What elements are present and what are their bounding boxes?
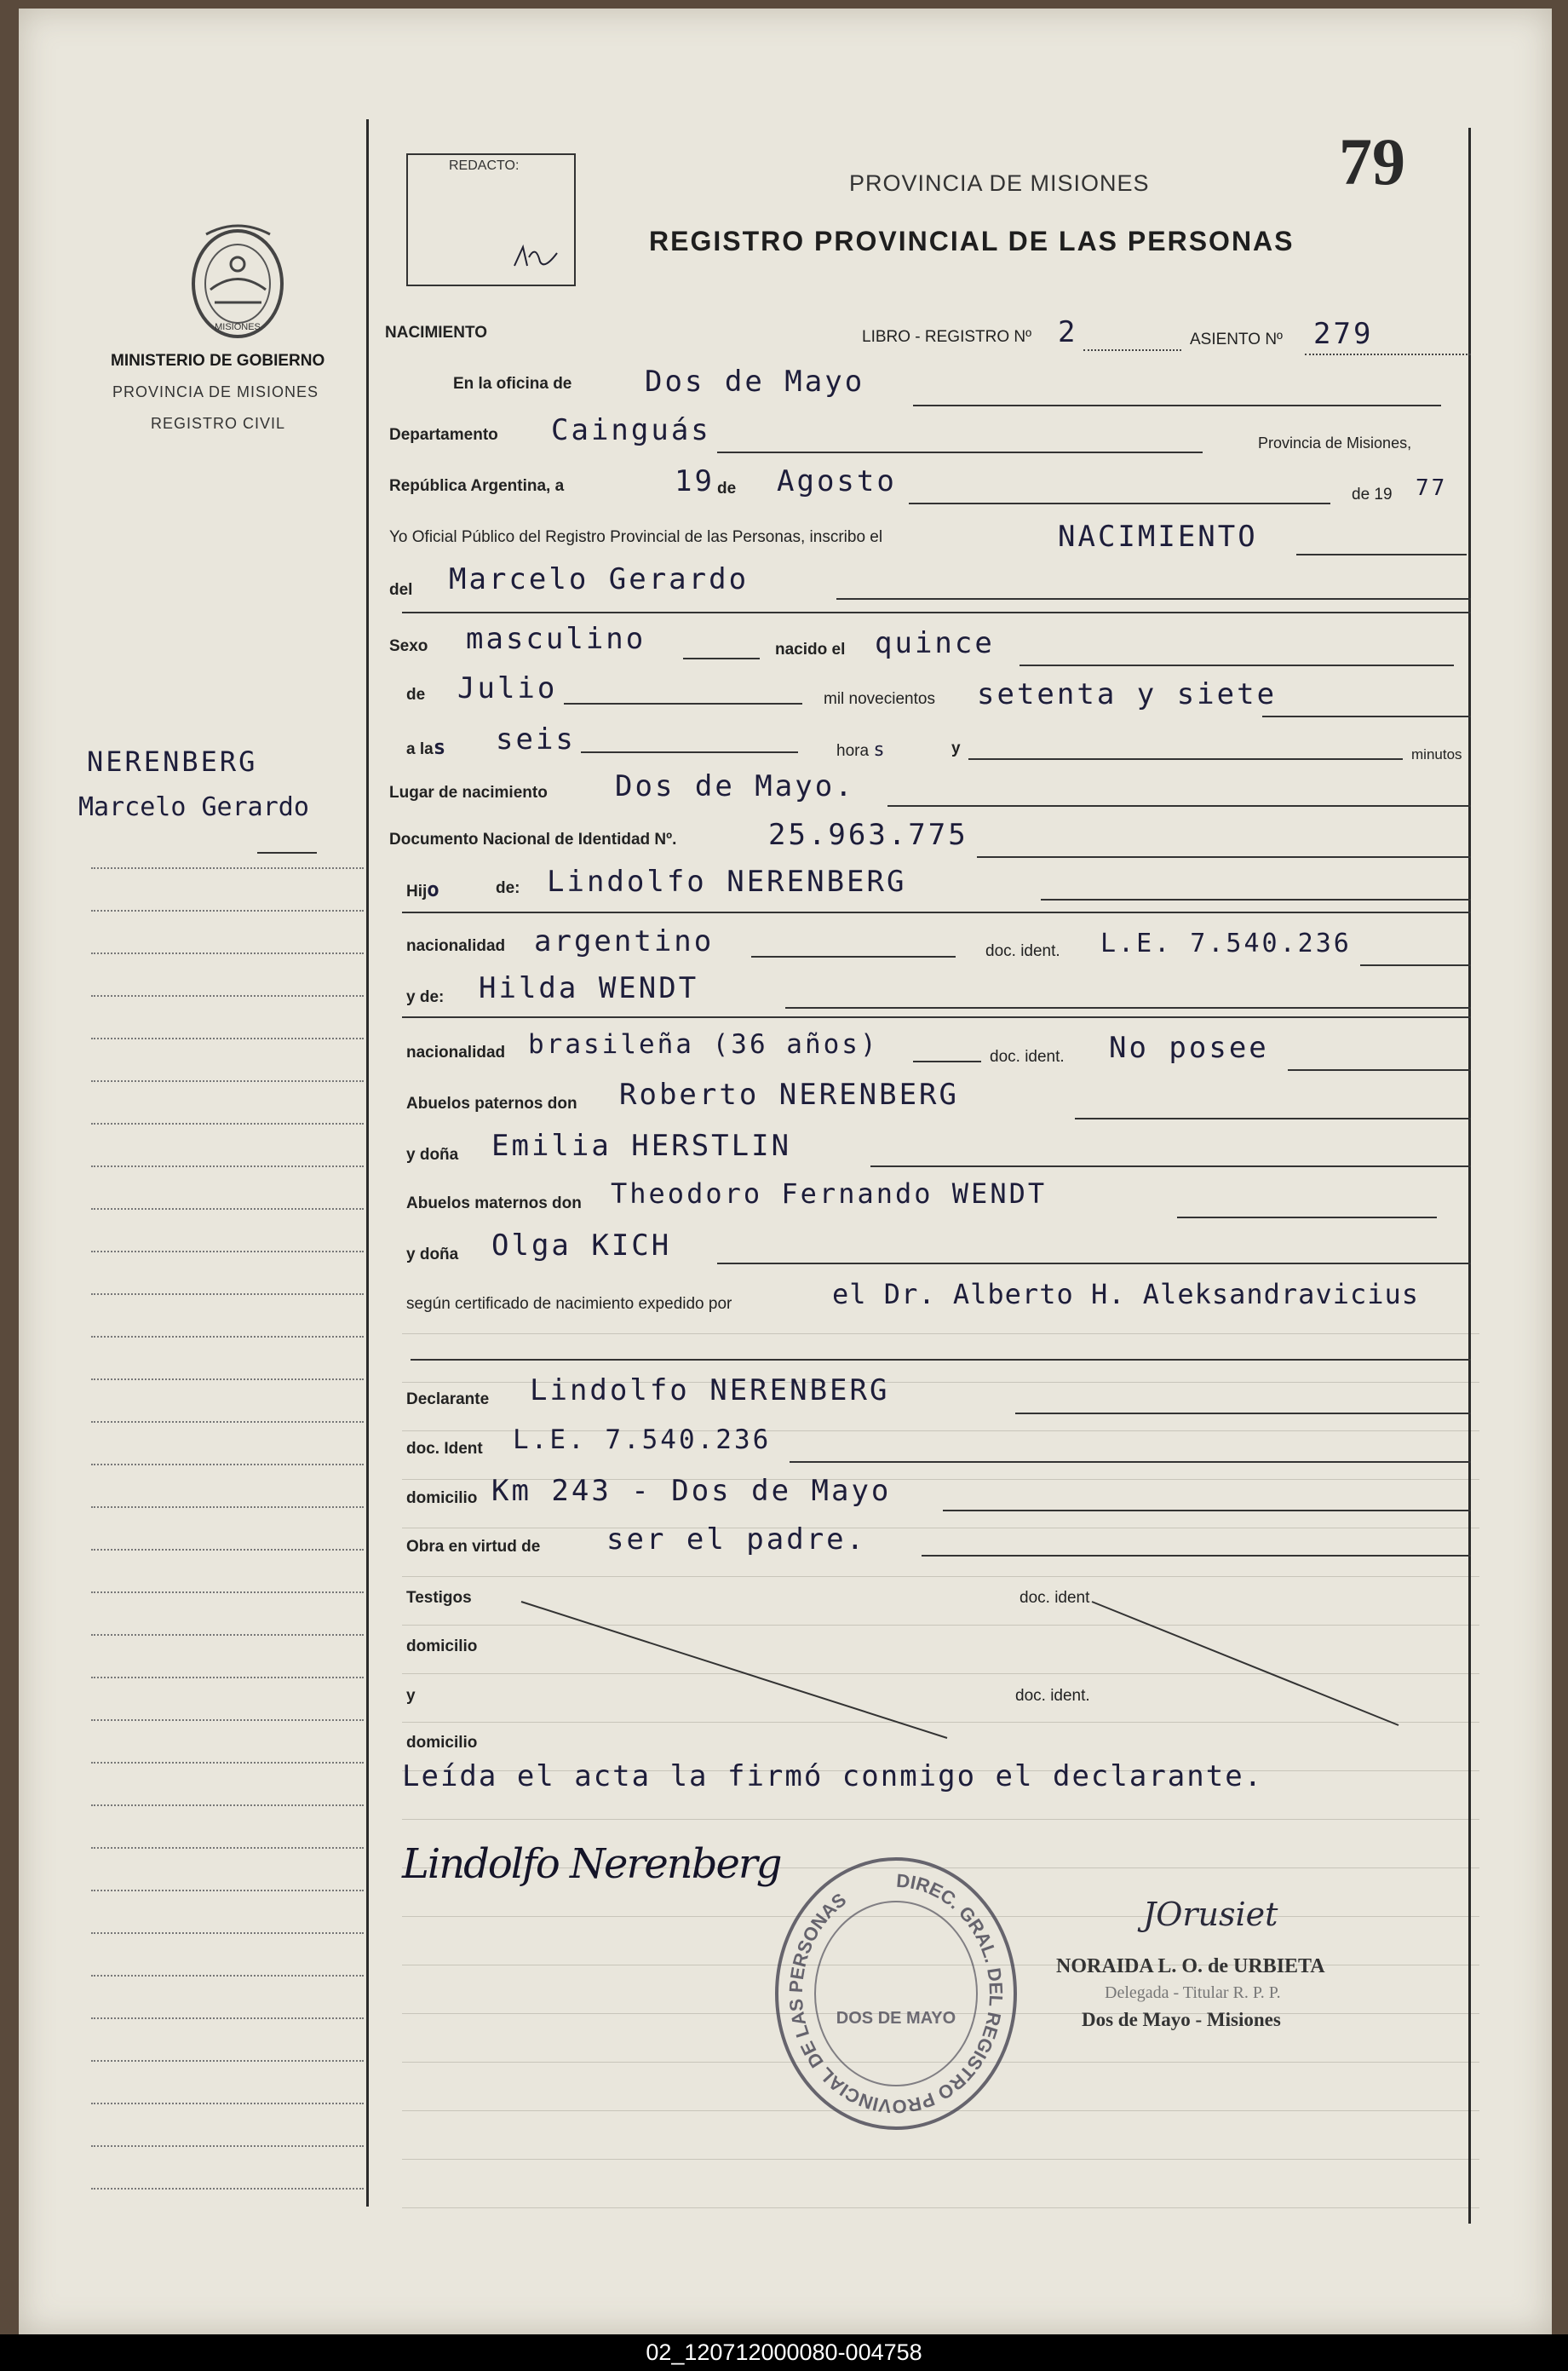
del-label: del xyxy=(389,581,413,599)
padre-line-2 xyxy=(402,912,1471,913)
dni-value: 25.963.775 xyxy=(768,818,968,852)
testigos-label: Testigos xyxy=(406,1589,472,1607)
domicilio-label: domicilio xyxy=(406,1489,478,1507)
doc-ident2-label: doc. ident. xyxy=(990,1048,1065,1066)
libro-line xyxy=(1083,349,1181,351)
yde-label: y de: xyxy=(406,988,445,1006)
act-type-label: NACIMIENTO xyxy=(385,324,487,342)
official-signature: JOrusiet xyxy=(1143,1896,1278,1933)
margin-dotted-line xyxy=(91,1677,364,1678)
doc-declarante-line xyxy=(790,1461,1471,1463)
doc-ident5-label: doc. ident. xyxy=(1015,1687,1090,1705)
asiento-label: ASIENTO Nº xyxy=(1190,331,1283,348)
ministry-label: MINISTERIO DE GOBIERNO xyxy=(111,352,325,370)
margin-dotted-line xyxy=(91,2103,364,2104)
obra-value: ser el padre. xyxy=(606,1522,867,1557)
ruled-line xyxy=(402,2207,1479,2208)
page-number: 79 xyxy=(1339,124,1405,199)
minutos-line xyxy=(968,758,1403,760)
abuelos-mat-label: Abuelos maternos don xyxy=(406,1194,582,1212)
minutos-label: minutos xyxy=(1411,746,1462,763)
margin-dotted-line xyxy=(91,1591,364,1593)
hora-text: hora xyxy=(836,742,870,760)
madre-value: Hilda WENDT xyxy=(479,971,699,1005)
document-page xyxy=(19,9,1552,2334)
doc-ident-label: doc. ident. xyxy=(985,942,1060,960)
alas-label xyxy=(406,735,448,759)
margin-dotted-line xyxy=(91,1847,364,1849)
margin-surname: NERENBERG xyxy=(87,745,258,778)
hora-label xyxy=(836,739,887,761)
testigos-cross-lines xyxy=(504,1593,1416,1747)
doc-madre-line xyxy=(1288,1069,1471,1071)
libro-value: 2 xyxy=(1058,315,1078,349)
abuelo-mat-value: Theodoro Fernando WENDT xyxy=(611,1177,1048,1210)
ydona2-label: y doña xyxy=(406,1246,459,1263)
departamento-value: Cainguás xyxy=(551,413,711,447)
asiento-line xyxy=(1305,354,1471,355)
dia-value: 19 xyxy=(675,464,715,498)
acta-line xyxy=(1296,554,1467,555)
domicilio-value: Km 243 - Dos de Mayo xyxy=(491,1474,892,1508)
certificado-value: el Dr. Alberto H. Aleksandravicius xyxy=(832,1278,1420,1310)
seal-ring-text: DIREC. GRAL. DEL REGISTRO PROVINCIAL DE LAS PERSONAS xyxy=(784,1869,1008,2118)
official-location: Dos de Mayo - Misiones xyxy=(1082,2009,1281,2030)
departamento-line xyxy=(717,452,1203,453)
nacido-dia-value: quince xyxy=(875,626,995,660)
nacido-label: nacido el xyxy=(775,641,846,659)
margin-underline xyxy=(257,852,317,854)
margin-dotted-line xyxy=(91,1506,364,1508)
abuela-mat-value: Olga KICH xyxy=(491,1229,672,1263)
margin-dotted-line xyxy=(91,1719,364,1721)
margin-dotted-line xyxy=(91,952,364,954)
anio-prefix: de 19 xyxy=(1352,486,1393,504)
republica-label: República Argentina, a xyxy=(389,477,565,495)
madre-line-2 xyxy=(402,1016,1471,1018)
margin-dotted-line xyxy=(91,1251,364,1252)
abuela-mat-line xyxy=(717,1263,1471,1264)
doc-ident4-label: doc. ident xyxy=(1019,1589,1090,1607)
ruled-line xyxy=(402,1333,1479,1334)
hora-s: s xyxy=(873,739,887,761)
lugar-line xyxy=(887,805,1471,807)
registry-seal xyxy=(768,1853,1024,2134)
margin-dotted-line xyxy=(91,1975,364,1977)
domicilio-line xyxy=(943,1510,1471,1511)
margin-dotted-line xyxy=(91,1038,364,1039)
sexo-label: Sexo xyxy=(389,637,428,655)
acta-value: NACIMIENTO xyxy=(1058,520,1258,554)
lugar-label: Lugar de nacimiento xyxy=(389,784,548,802)
margin-dotted-line xyxy=(91,1549,364,1551)
nacido-line xyxy=(1019,665,1454,666)
redacto-label: REDACTO: xyxy=(449,158,520,173)
doc-padre-line xyxy=(1360,964,1471,966)
margin-dotted-line xyxy=(91,2060,364,2062)
civil-registry-label: REGISTRO CIVIL xyxy=(151,415,286,432)
sexo-line xyxy=(683,658,760,659)
hora-line xyxy=(581,751,798,753)
doc-ident3-label: doc. Ident xyxy=(406,1440,483,1458)
right-border-line xyxy=(1468,128,1471,2224)
margin-dotted-line xyxy=(91,1378,364,1380)
alas-s: s xyxy=(433,735,449,759)
redacto-box xyxy=(406,153,576,286)
nacionalidad-madre-line xyxy=(913,1061,981,1062)
abuelo-pat-value: Roberto NERENBERG xyxy=(619,1078,959,1112)
mes-value: Agosto xyxy=(777,464,897,498)
anio-value: 77 xyxy=(1416,475,1448,501)
hijo-label xyxy=(406,878,442,901)
abuelo-pat-line xyxy=(1075,1118,1471,1119)
registry-title: REGISTRO PROVINCIAL DE LAS PERSONAS xyxy=(649,226,1295,256)
ruled-line xyxy=(402,1576,1479,1577)
domicilio3-label: domicilio xyxy=(406,1734,478,1752)
dni-label: Documento Nacional de Identidad Nº. xyxy=(389,831,677,849)
nacionalidad-madre-value: brasileña (36 años) xyxy=(528,1029,879,1060)
abuelos-pat-label: Abuelos paternos don xyxy=(406,1095,577,1113)
abuela-pat-line xyxy=(870,1165,1471,1167)
nombre-value: Marcelo Gerardo xyxy=(449,562,750,596)
margin-dotted-line xyxy=(91,2188,364,2190)
abuelo-mat-line xyxy=(1177,1217,1437,1218)
mil-label: mil novecientos xyxy=(824,690,935,708)
madre-line xyxy=(785,1007,1471,1009)
margin-dotted-line xyxy=(91,867,364,869)
redacto-initials xyxy=(510,240,561,274)
domicilio2-label: domicilio xyxy=(406,1637,478,1655)
declarante-value: Lindolfo NERENBERG xyxy=(530,1373,890,1407)
declarante-label: Declarante xyxy=(406,1390,490,1408)
anio-letras-value: setenta y siete xyxy=(977,677,1278,711)
margin-dotted-line xyxy=(91,1464,364,1465)
margin-dotted-line xyxy=(91,1123,364,1125)
declarante-signature: Lindolfo Nerenberg xyxy=(402,1840,781,1888)
coat-of-arms-logo xyxy=(181,217,296,345)
dni-line xyxy=(977,856,1471,858)
margin-given-names: Marcelo Gerardo xyxy=(78,792,309,822)
provincia-suffix: Provincia de Misiones, xyxy=(1258,434,1412,452)
margin-dotted-line xyxy=(91,1165,364,1167)
doc-madre-value: No posee xyxy=(1109,1031,1269,1065)
alas-text: a la xyxy=(406,740,434,758)
margin-dotted-line xyxy=(91,995,364,997)
nacionalidad-padre-line xyxy=(751,956,956,958)
departamento-label: Departamento xyxy=(389,426,498,444)
margin-dotted-line xyxy=(91,1762,364,1764)
margin-dotted-line xyxy=(91,2017,364,2019)
seal-center-text: DOS DE MAYO xyxy=(836,2009,956,2028)
nacionalidad-padre-value: argentino xyxy=(534,924,715,958)
footer-id: 02_120712000080-004758 xyxy=(0,2334,1568,2371)
oficina-value: Dos de Mayo xyxy=(645,365,865,399)
left-province-label: PROVINCIA DE MISIONES xyxy=(112,383,319,400)
margin-dotted-line xyxy=(91,1634,364,1636)
abuela-pat-value: Emilia HERSTLIN xyxy=(491,1129,792,1163)
de-label: de xyxy=(717,480,737,498)
obra-line xyxy=(922,1555,1471,1557)
hijo-de-label: de: xyxy=(496,879,520,897)
doc-declarante-value: L.E. 7.540.236 xyxy=(513,1424,772,1455)
nombre-line xyxy=(836,598,1471,600)
official-title: Delegada - Titular R. P. P. xyxy=(1105,1983,1281,2002)
margin-dotted-line xyxy=(91,1080,364,1082)
closing-text: Leída el acta la firmó conmigo el declarante. xyxy=(402,1759,1264,1793)
margin-dotted-line xyxy=(91,1421,364,1423)
left-border-line xyxy=(366,119,369,2207)
oficina-line xyxy=(913,405,1441,406)
certificado-line xyxy=(411,1359,1471,1361)
obra-label: Obra en virtud de xyxy=(406,1538,541,1556)
logo-text: MISIONES xyxy=(215,322,261,332)
sexo-value: masculino xyxy=(466,622,646,656)
oficina-label: En la oficina de xyxy=(453,375,572,393)
declarante-line xyxy=(1015,1413,1471,1414)
hijo-text: Hij xyxy=(406,883,428,901)
fecha-line xyxy=(909,503,1330,504)
lugar-value: Dos de Mayo. xyxy=(615,769,855,803)
margin-dotted-line xyxy=(91,2145,364,2147)
padre-line xyxy=(1041,899,1471,901)
province-title: PROVINCIA DE MISIONES xyxy=(849,170,1150,196)
hora-value: seis xyxy=(496,722,576,757)
certificado-label: según certificado de nacimiento expedido por xyxy=(406,1295,732,1313)
ruled-line xyxy=(402,2159,1479,2160)
margin-dotted-line xyxy=(91,1293,364,1295)
libro-label: LIBRO - REGISTRO Nº xyxy=(862,328,1032,346)
svg-text:DIREC. GRAL. DEL REGISTRO PROV xyxy=(785,1870,1007,2118)
doc-padre-value: L.E. 7.540.236 xyxy=(1100,929,1352,958)
mes-line xyxy=(564,703,802,705)
nombre-line-2 xyxy=(402,612,1471,613)
margin-dotted-line xyxy=(91,1208,364,1210)
ruled-line xyxy=(402,1819,1479,1820)
margin-dotted-line xyxy=(91,1890,364,1891)
margin-dotted-line xyxy=(91,910,364,912)
y2-label: y xyxy=(406,1687,416,1705)
anio-letras-line xyxy=(1262,716,1471,717)
nacionalidad2-label: nacionalidad xyxy=(406,1044,506,1062)
y-label: y xyxy=(951,739,961,757)
de2-label: de xyxy=(406,686,426,704)
ydona-label: y doña xyxy=(406,1146,459,1164)
oficial-text: Yo Oficial Público del Registro Provincial de las Personas, inscribo el xyxy=(389,528,883,546)
nacionalidad-label: nacionalidad xyxy=(406,937,506,955)
margin-dotted-line xyxy=(91,1932,364,1934)
nacido-mes-value: Julio xyxy=(457,671,558,705)
asiento-value: 279 xyxy=(1313,317,1374,351)
hijo-o: o xyxy=(427,878,442,901)
margin-dotted-line xyxy=(91,1336,364,1338)
official-name: NORAIDA L. O. de URBIETA xyxy=(1056,1955,1325,1977)
padre-value: Lindolfo NERENBERG xyxy=(547,865,907,899)
margin-dotted-line xyxy=(91,1804,364,1806)
